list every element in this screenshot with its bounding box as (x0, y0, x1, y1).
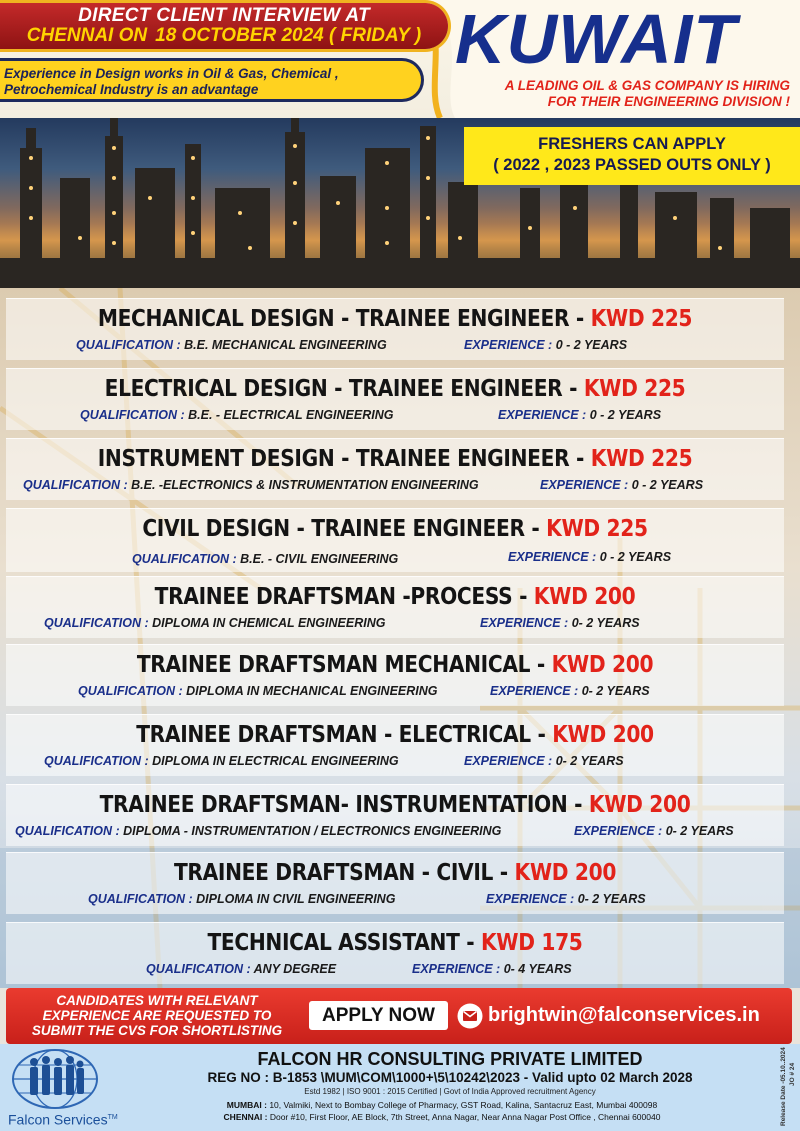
job-title-line: TRAINEE DRAFTSMAN -PROCESS - KWD 200 (154, 582, 636, 610)
job-qualification: QUALIFICATION : ANY DEGREE (146, 962, 337, 976)
job-title: ELECTRICAL DESIGN - TRAINEE ENGINEER (104, 374, 563, 402)
header (0, 0, 800, 118)
job-experience: EXPERIENCE : 0 - 2 YEARS (464, 338, 628, 352)
logo-wordmark: Falcon Services™ (8, 1111, 118, 1128)
job-title: INSTRUMENT DESIGN - TRAINEE ENGINEER (97, 444, 570, 472)
falcon-services-logo (10, 1048, 100, 1110)
job-title: TRAINEE DRAFTSMAN MECHANICAL (136, 650, 531, 678)
job-title: TRAINEE DRAFTSMAN- INSTRUMENTATION (99, 790, 568, 818)
job-card (6, 508, 784, 572)
job-qualification: QUALIFICATION : DIPLOMA - INSTRUMENTATION / ELECTRONICS ENGINEERING (15, 824, 502, 838)
job-title-line: TRAINEE DRAFTSMAN - ELECTRICAL - KWD 200 (136, 720, 654, 748)
tagline-line-2: FOR THEIR ENGINEERING DIVISION ! (547, 94, 790, 109)
job-qualification: QUALIFICATION : DIPLOMA IN ELECTRICAL ENGINEERING (44, 754, 399, 768)
job-title-line: TRAINEE DRAFTSMAN MECHANICAL - KWD 200 (136, 650, 654, 678)
job-qualification: QUALIFICATION : DIPLOMA IN CHEMICAL ENGINEERING (44, 616, 386, 630)
job-title: TECHNICAL ASSISTANT (207, 928, 460, 956)
chennai-address: CHENNAI : Door #10, First Floor, AE Block, 7th Street, Anna Nagar, Near Anna Nagar Post Office , Chennai 600040 (223, 1112, 661, 1122)
job-experience: EXPERIENCE : 0- 4 YEARS (412, 962, 572, 976)
job-title-line: CIVIL DESIGN - TRAINEE ENGINEER - KWD 225 (142, 514, 648, 542)
apply-now-button[interactable]: APPLY NOW (309, 1001, 448, 1030)
job-experience: EXPERIENCE : 0- 2 YEARS (486, 892, 646, 906)
job-salary: KWD 225 (546, 514, 648, 542)
job-title-line: INSTRUMENT DESIGN - TRAINEE ENGINEER - KWD 225 (97, 444, 693, 472)
release-date: Release Date -05.10..2024 (780, 1047, 787, 1126)
interview-city: CHENNAI ON (26, 25, 148, 46)
job-salary: KWD 200 (514, 858, 617, 886)
job-experience: EXPERIENCE : 0- 2 YEARS (574, 824, 734, 838)
freshers-years: ( 2022 , 2023 PASSED OUTS ONLY ) (493, 156, 771, 174)
job-salary: KWD 200 (552, 720, 654, 748)
job-title: TRAINEE DRAFTSMAN - ELECTRICAL (136, 720, 531, 748)
job-experience: EXPERIENCE : 0 - 2 YEARS (540, 478, 704, 492)
job-salary: KWD 200 (551, 650, 654, 678)
job-card (6, 644, 784, 706)
job-title: TRAINEE DRAFTSMAN -PROCESS (154, 582, 513, 610)
job-title: CIVIL DESIGN - TRAINEE ENGINEER (142, 514, 525, 542)
job-card (6, 576, 784, 638)
job-experience: EXPERIENCE : 0 - 2 YEARS (498, 408, 662, 422)
job-card (6, 922, 784, 984)
job-title: TRAINEE DRAFTSMAN - CIVIL (173, 858, 494, 886)
interview-date: 18 OCTOBER 2024 ( FRIDAY ) (155, 25, 422, 46)
email-icon (457, 1003, 483, 1029)
job-qualification: QUALIFICATION : DIPLOMA IN CIVIL ENGINEERING (88, 892, 396, 906)
release-info (768, 1046, 798, 1126)
footer (0, 1044, 800, 1131)
job-experience: EXPERIENCE : 0- 2 YEARS (464, 754, 624, 768)
company-name: FALCON HR CONSULTING PRIVATE LIMITED (257, 1049, 643, 1069)
interview-banner (0, 3, 448, 49)
job-experience: EXPERIENCE : 0- 2 YEARS (490, 684, 650, 698)
tagline-line-1: A LEADING OIL & GAS COMPANY IS HIRING (504, 78, 790, 93)
job-card (6, 784, 784, 846)
email-link[interactable]: brightwin@falconservices.in (488, 1004, 760, 1026)
job-title: MECHANICAL DESIGN - TRAINEE ENGINEER (97, 304, 570, 332)
job-title-line: MECHANICAL DESIGN - TRAINEE ENGINEER - KWD 225 (97, 304, 693, 332)
job-qualification: QUALIFICATION : B.E. - CIVIL ENGINEERING (132, 552, 399, 566)
freshers-banner (464, 127, 800, 185)
submit-cv-message: CANDIDATES WITH RELEVANT EXPERIENCE ARE REQUESTED TO SUBMIT THE CVS FOR SHORTLISTING (31, 993, 283, 1038)
country-title: KUWAIT (455, 0, 738, 78)
job-title-line: TECHNICAL ASSISTANT - KWD 175 (207, 928, 583, 956)
job-salary: KWD 200 (588, 790, 691, 818)
experience-note: Experience in Design works in Oil & Gas, Chemical , Petrochemical Industry is an advantage (4, 66, 339, 97)
apply-banner (6, 988, 792, 1044)
certifications: Estd 1982 | ISO 9001 : 2015 Certified | Govt of India Approved recruitment Agency (304, 1087, 596, 1096)
job-qualification: QUALIFICATION : DIPLOMA IN MECHANICAL ENGINEERING (78, 684, 438, 698)
job-qualification: QUALIFICATION : B.E. - ELECTRICAL ENGINEERING (80, 408, 394, 422)
experience-note-banner (0, 58, 424, 102)
job-experience: EXPERIENCE : 0- 2 YEARS (480, 616, 640, 630)
job-order-number: JO # 24 (789, 1062, 796, 1086)
job-salary: KWD 200 (533, 582, 636, 610)
job-title-line: ELECTRICAL DESIGN - TRAINEE ENGINEER - KWD 225 (104, 374, 686, 402)
job-title-line: TRAINEE DRAFTSMAN- INSTRUMENTATION - KWD 200 (99, 790, 691, 818)
job-qualification: QUALIFICATION : B.E. MECHANICAL ENGINEERING (76, 338, 387, 352)
interview-line: DIRECT CLIENT INTERVIEW AT (78, 5, 370, 26)
mumbai-address: MUMBAI : 10, Valmiki, Next to Bombay College of Pharmacy, GST Road, Kalina, Santacruz East, Mumbai 400098 (226, 1100, 658, 1110)
job-title-line: TRAINEE DRAFTSMAN - CIVIL - KWD 200 (173, 858, 617, 886)
job-qualification: QUALIFICATION : B.E. -ELECTRONICS & INSTRUMENTATION ENGINEERING (23, 478, 479, 492)
registration-number: REG NO : B-1853 \MUM\COM\1000+\5\10242\2023 - Valid upto 02 March 2028 (207, 1070, 693, 1085)
job-listings (0, 288, 800, 988)
freshers-title: FRESHERS CAN APPLY (538, 135, 726, 153)
job-card (6, 438, 784, 500)
job-salary: KWD 225 (590, 444, 693, 472)
interview-date-line (0, 26, 448, 46)
job-card (6, 852, 784, 914)
job-salary: KWD 225 (590, 304, 693, 332)
job-salary: KWD 175 (480, 928, 583, 956)
company-tagline (505, 78, 790, 110)
job-card (6, 298, 784, 360)
job-experience: EXPERIENCE : 0 - 2 YEARS (508, 550, 672, 564)
job-salary: KWD 225 (583, 374, 686, 402)
job-card (6, 368, 784, 430)
job-card (6, 714, 784, 776)
